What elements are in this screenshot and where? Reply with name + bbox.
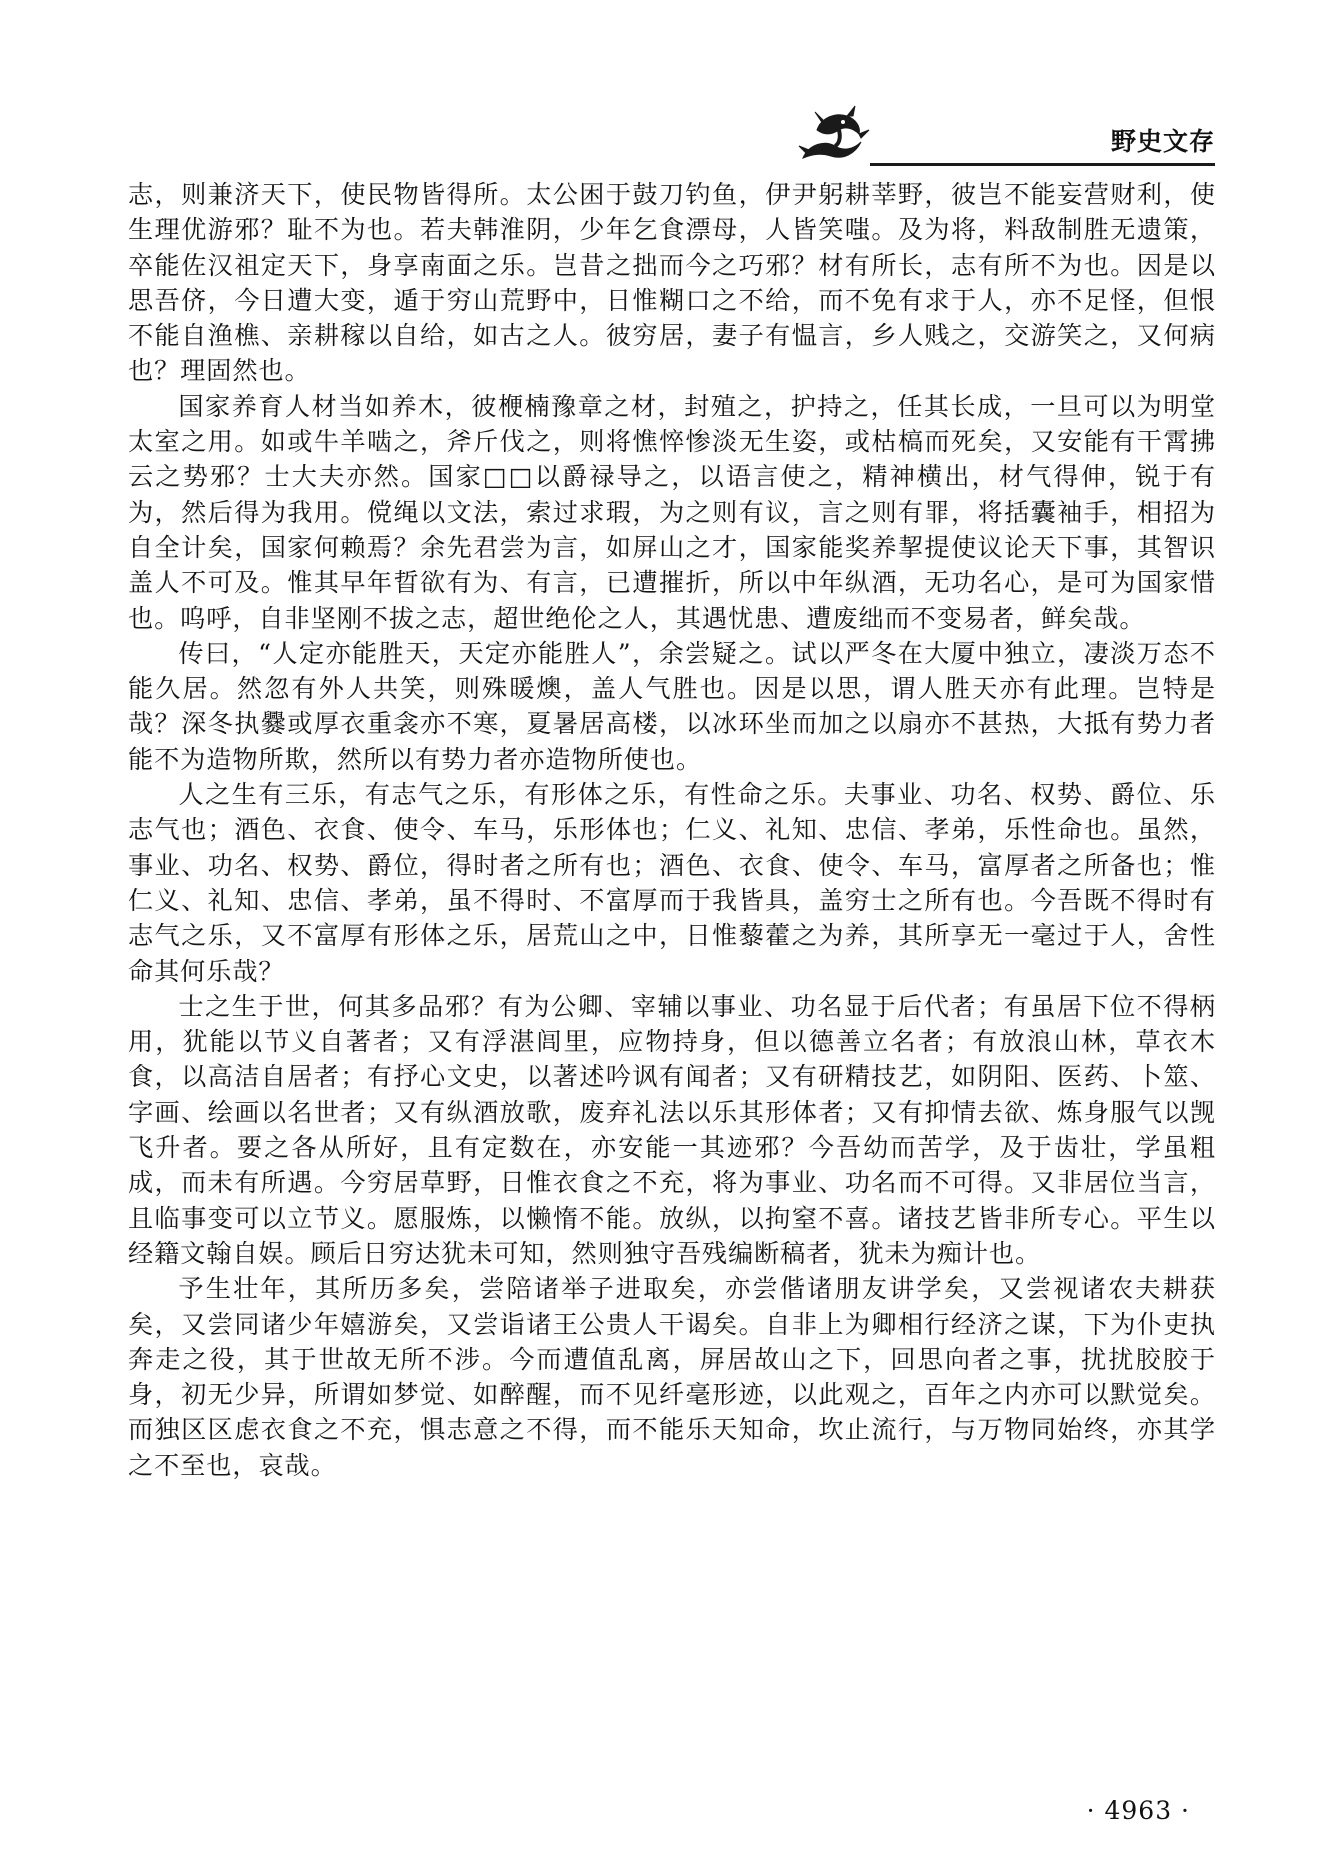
page-number: · 4963 · [1086, 1796, 1190, 1825]
paragraph-2: 国家养育人材当如养木，彼楩楠豫章之材，封殖之，护持之，任其长成，一旦可以为明堂太室之用。如或牛羊啮之，斧斤伐之，则将憔悴惨淡无生姿，或枯槁而死矣，又安能有干霄拂云之势邪？士大夫亦然。国家□□以爵禄导之，以语言使之，精神横出，材气得伸，锐于有为，然后得为我用。傥绳以文法，索过求瑕，为之则有议，言之则有罪，将括囊袖手，相招为自全计矣，国家何赖焉？余先君尝为言，如屏山之才，国家能奖养挈提使议论天下事，其智识盖人不可及。惟其早年晢欲有为、有言，已遭摧折，所以中年纵酒，无功名心，是可为国家惜也。呜呼，自非坚刚不拔之志，超世绝伦之人，其遇忧患、遭废绌而不变易者，鲜矣哉。 [128, 391, 1216, 633]
article-body [128, 177, 1216, 1483]
running-header [795, 100, 1215, 170]
paragraph-6: 予生壮年，其所历多矣，尝陪诸举子进取矣，亦尝偕诸朋友讲学矣，又尝视诸农夫耕获矣，又尝同诸少年嬉游矣，又尝诣诸王公贵人干谒矣。自非上为卿相行经济之谋，下为仆吏执奔走之役，其于世故无所不涉。今而遭值乱离，屏居故山之下，回思向者之事，扰扰胶胶于身，初无少异，所谓如梦觉、如醉醒，而不见纤毫形迹，以此观之，百年之内亦可以默觉矣。而独区区虑衣食之不充，惧志意之不得，而不能乐天知命，坎止流行，与万物同始终，亦其学之不至也，哀哉。 [128, 1274, 1216, 1480]
dragon-emblem-icon [795, 100, 875, 170]
paragraph-3: 传曰，“人定亦能胜天，天定亦能胜人”，余尝疑之。试以严冬在大厦中独立，凄淡万态不能久居。然忽有外人共笑，则殊暖燠，盖人气胜也。因是以思，谓人胜天亦有此理。岂特是哉？深冬执爨或厚衣重衾亦不寒，夏暑居高楼，以冰环坐而加之以扇亦不甚热，大抵有势力者能不为造物所欺，然所以有势力者亦造物所使也。 [128, 638, 1216, 774]
paragraph-5: 士之生于世，何其多品邪？有为公卿、宰辅以事业、功名显于后代者；有虽居下位不得柄用，犹能以节义自著者；又有浮湛闾里，应物持身，但以德善立名者；有放浪山林，草衣木食，以高洁自居者；有抒心文史，以著述吟讽有闻者；又有研精技艺，如阴阳、医药、卜筮、字画、绘画以名世者；又有纵酒放歌，废弃礼法以乐其形体者；又有抑情去欲、炼身服气以觊飞升者。要之各从所好，且有定数在，亦安能一其迹邪？今吾幼而苦学，及于齿壮，学虽粗成，而未有所遇。今穷居草野，日惟衣食之不充，将为事业、功名而不可得。又非居位当言，且临事变可以立节义。愿服炼，以懒惰不能。放纵，以拘窒不喜。诸技艺皆非所专心。平生以经籍文翰自娱。顾后日穷达犹未可知，然则独守吾残编断稿者，犹未为痴计也。 [128, 991, 1216, 1268]
running-header-title: 野史文存 [1110, 127, 1215, 156]
paragraph-4: 人之生有三乐，有志气之乐，有形体之乐，有性命之乐。夫事业、功名、权势、爵位、乐志气也；酒色、衣食、使令、车马，乐形体也；仁义、礼知、忠信、孝弟，乐性命也。虽然，事业、功名、权势、爵位，得时者之所有也；酒色、衣食、使令、车马，富厚者之所备也；惟仁义、礼知、忠信、孝弟，虽不得时、不富厚而于我皆具，盖穷士之所有也。今吾既不得时有志气之乐，又不富厚有形体之乐，居荒山之中，日惟藜藿之为养，其所享无一毫过于人，舍性命其何乐哉？ [128, 780, 1216, 986]
paragraph-1: 志，则兼济天下，使民物皆得所。太公困于鼓刀钓鱼，伊尹躬耕莘野，彼岂不能妄营财利，使生理优游邪？耻不为也。若夫韩淮阴，少年乞食漂母，人皆笑嗤。及为将，料敌制胜无遗策，卒能佐汉祖定天下，身享南面之乐。岂昔之拙而今之巧邪？材有所长，志有所不为也。因是以思吾侪，今日遭大变，遁于穷山荒野中，日惟糊口之不给，而不免有求于人，亦不足怪，但恨不能自渔樵、亲耕稼以自给，如古之人。彼穷居，妻子有愠言，乡人贱之，交游笑之，又何病也？理固然也。 [128, 180, 1216, 386]
header-rule [870, 163, 1215, 166]
